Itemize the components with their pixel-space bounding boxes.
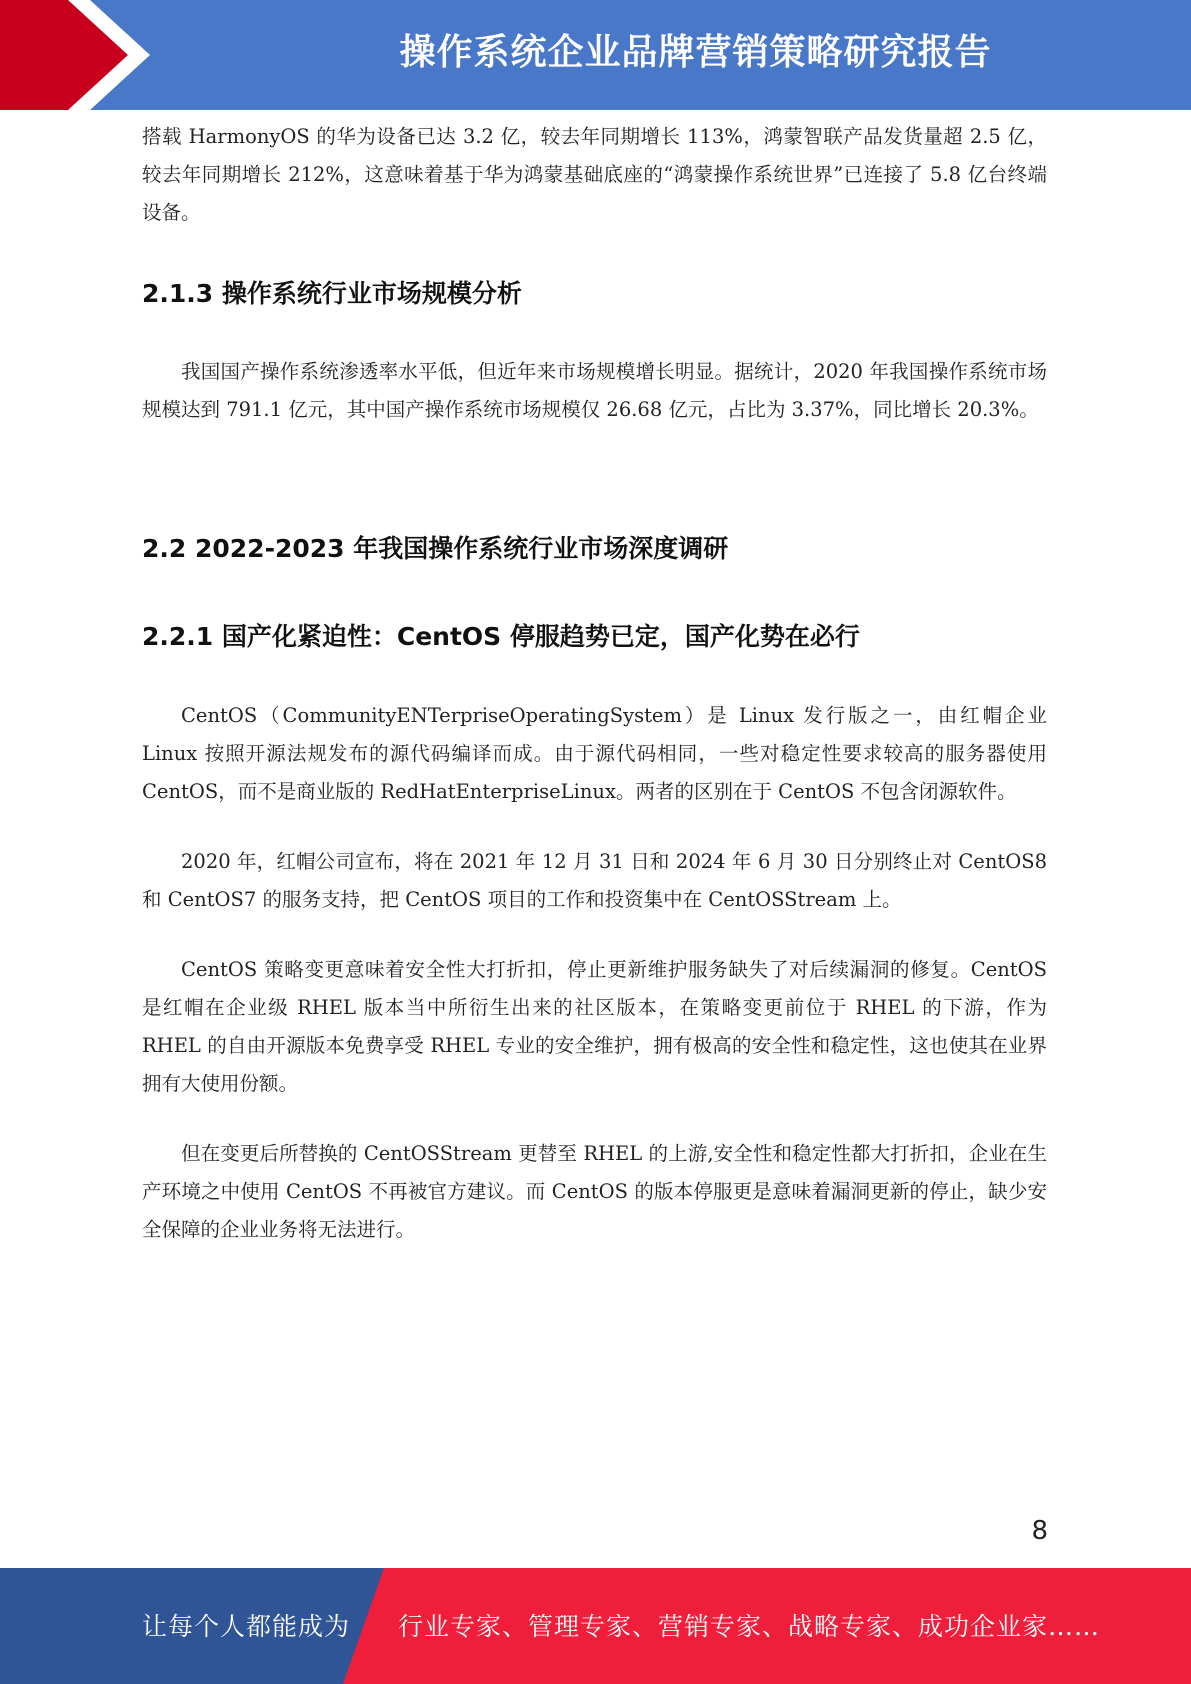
footer-banner	[0, 1568, 1191, 1684]
main-content	[142, 118, 1047, 1249]
report-title: 操作系统企业品牌营销策略研究报告	[399, 32, 992, 73]
paragraph-market-size: 我国国产操作系统渗透率水平低，但近年来市场规模增长明显。据统计，2020 年我国操作系统市场规模达到 791.1 亿元，其中国产操作系统市场规模仅 26.68 亿元，占比为 3.37%，同比增长 20.3%。	[142, 360, 1047, 421]
page-number: 8	[1031, 1516, 1048, 1546]
paragraph-harmonyos-devices: 搭载 HarmonyOS 的华为设备已达 3.2 亿，较去年同期增长 113%，鸿蒙智联产品发货量超 2.5 亿，较去年同期增长 212%，这意味着基于华为鸿蒙基础底座的“鸿蒙操作系统世界”已连接了 5.8 亿台终端设备。	[142, 125, 1047, 224]
section-heading-2-1-3: 2.1.3 操作系统行业市场规模分析	[142, 279, 522, 308]
section-heading-2-2-1: 2.2.1 国产化紧迫性：CentOS 停服趋势已定，国产化势在必行	[142, 622, 860, 651]
footer-slogan-left: 让每个人都能成为	[142, 1612, 351, 1641]
header-red-arrow-graphic	[0, 0, 160, 110]
paragraph-centos-eol: 2020 年，红帽公司宣布，将在 2021 年 12 月 31 日和 2024 年 6 月 30 日分别终止对 CentOS8 和 CentOS7 的服务支持，把 CentOS 项目的工作和投资集中在 CentOSStream 上。	[142, 850, 1047, 911]
paragraph-centos-stream: 但在变更后所替换的 CentOSStream 更替至 RHEL 的上游,安全性和稳定性都大打折扣，企业在生产环境之中使用 CentOS 不再被官方建议。而 CentOS 的版本停服更是意味着漏洞更新的停止，缺少安全保障的企业业务将无法进行。	[142, 1142, 1047, 1241]
paragraph-centos-security: CentOS 策略变更意味着安全性大打折扣，停止更新维护服务缺失了对后续漏洞的修复。CentOS 是红帽在企业级 RHEL 版本当中所衍生出来的社区版本，在策略变更前位于 RHEL 的下游，作为 RHEL 的自由开源版本免费享受 RHEL 专业的安全维护，拥有极高的安全性和稳定性，这也使其在业界拥有大使用份额。	[142, 958, 1047, 1095]
header-banner	[0, 0, 1191, 110]
footer-slogan-right: 行业专家、管理专家、营销专家、战略专家、成功企业家……	[398, 1612, 1101, 1641]
paragraph-centos-intro: CentOS（CommunityENTerpriseOperatingSystem）是 Linux 发行版之一，由红帽企业 Linux 按照开源法规发布的源代码编译而成。由于源代码相同，一些对稳定性要求较高的服务器使用 CentOS，而不是商业版的 RedHatEnterpriseLinux。两者的区别在于 CentOS 不包含闭源软件。	[142, 704, 1047, 803]
section-heading-2-2: 2.2 2022-2023 年我国操作系统行业市场深度调研	[142, 534, 729, 563]
